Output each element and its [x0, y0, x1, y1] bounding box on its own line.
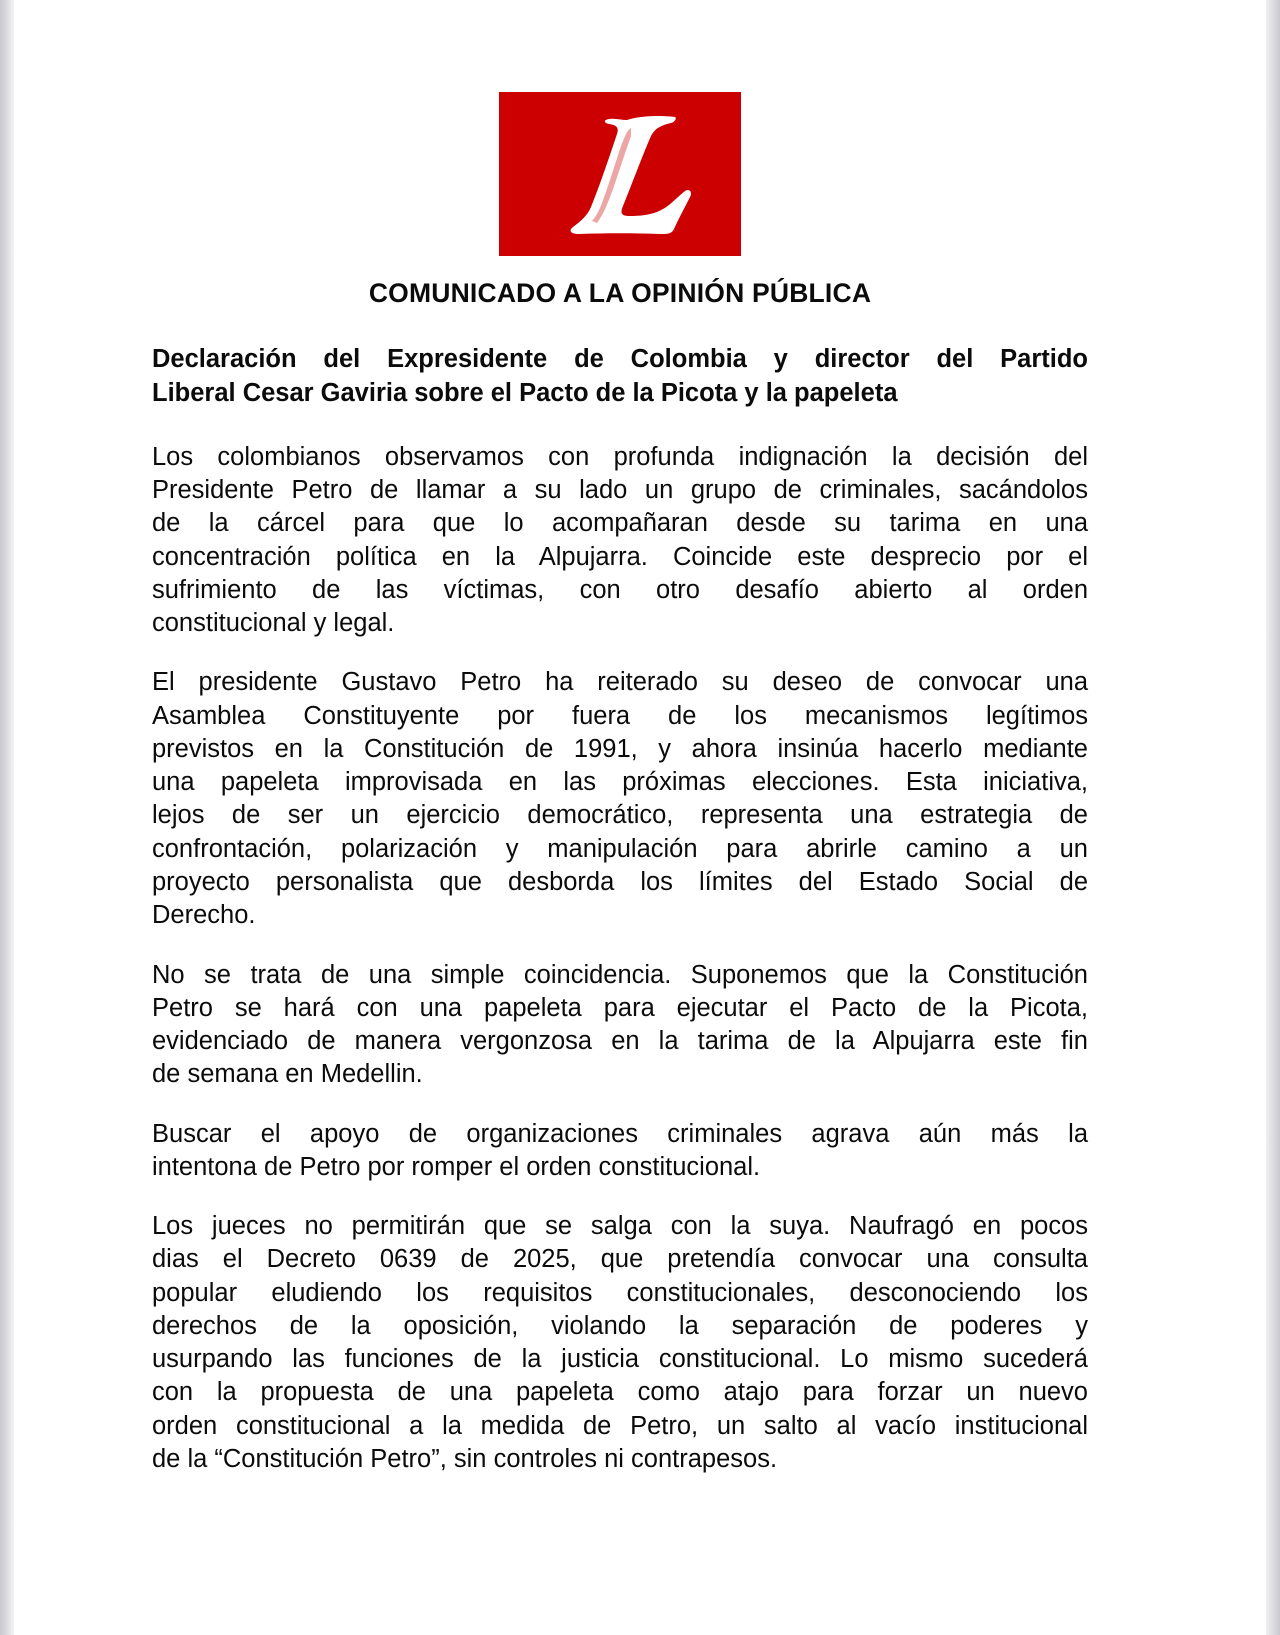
paragraph-line: El presidente Gustavo Petro ha reiterado su deseo de convocar una: [152, 668, 1088, 697]
paragraph-line: Petro se hará con una papeleta para ejecutar el Pacto de la Picota,: [152, 993, 1088, 1022]
paragraph-line: Presidente Petro de llamar a su lado un grupo de criminales, sacándolos: [152, 476, 1088, 505]
paragraph-line: proyecto personalista que desborda los límites del Estado Social de: [152, 868, 1088, 896]
paragraph-line: previstos en la Constitución de 1991, y ahora insinúa hacerlo mediante: [152, 734, 1088, 763]
paragraph-line: concentración política en la Alpujarra. Coincide este desprecio por el: [152, 542, 1088, 571]
document-page: [14, 0, 1266, 1635]
subtitle-line: Declaración del Expresidente de Colombia y director del Partido: [152, 345, 1088, 373]
paragraph-line: con la propuesta de una papeleta como atajo para forzar un nuevo: [152, 1378, 1088, 1407]
paragraph-line: Derecho.: [152, 901, 256, 930]
paragraph-line: lejos de ser un ejercicio democrático, representa una estrategia de: [152, 801, 1088, 830]
paragraph-line: constitucional y legal.: [152, 609, 395, 638]
liberal-party-l-logo: [499, 92, 741, 256]
paragraph-line: Los jueces no permitirán que se salga con la suya. Naufragó en pocos: [152, 1212, 1088, 1241]
paragraph-line: dias el Decreto 0639 de 2025, que pretendía convocar una consulta: [152, 1245, 1088, 1274]
paragraph-line: evidenciado de manera vergonzosa en la tarima de la Alpujarra este fin: [152, 1027, 1088, 1056]
page-title: COMUNICADO A LA OPINIÓN PÚBLICA: [368, 278, 872, 308]
paragraph-line: confrontación, polarización y manipulación para abrirle camino a un: [152, 834, 1088, 863]
paragraph-line: intentona de Petro por romper el orden constitucional.: [152, 1152, 761, 1181]
paragraph-line: de la cárcel para que lo acompañaran desde su tarima en una: [152, 509, 1088, 538]
document-body: [152, 441, 1088, 1476]
paragraph-3: [152, 959, 1088, 1092]
paragraph-line: Buscar el apoyo de organizaciones criminales agrava aún más la: [152, 1119, 1088, 1148]
document-content-column: [152, 0, 1088, 1476]
paragraph-5: [152, 1210, 1088, 1476]
logo-area: [152, 0, 1088, 256]
paragraph-line: No se trata de una simple coincidencia. Suponemos que la Constitución: [152, 960, 1088, 989]
paragraph-line: orden constitucional a la medida de Petro, un salto al vacío institucional: [152, 1411, 1088, 1440]
paragraph-line: Los colombianos observamos con profunda indignación la decisión del: [152, 442, 1088, 471]
paragraph-line: popular eludiendo los requisitos constitucionales, desconociendo los: [152, 1278, 1088, 1307]
paragraph-line: usurpando las funciones de la justicia constitucional. Lo mismo sucederá: [152, 1345, 1088, 1374]
document-subtitle: [152, 343, 1088, 411]
paragraph-line: una papeleta improvisada en las próximas elecciones. Esta iniciativa,: [152, 768, 1088, 797]
paragraph-2: [152, 666, 1088, 932]
paragraph-4: [152, 1118, 1088, 1185]
paragraph-line: sufrimiento de las víctimas, con otro desafío abierto al orden: [152, 575, 1088, 604]
paragraph-line: Asamblea Constituyente por fuera de los mecanismos legítimos: [152, 701, 1088, 730]
paragraph-line: derechos de la oposición, violando la separación de poderes y: [152, 1311, 1088, 1340]
subtitle-line: Liberal Cesar Gaviria sobre el Pacto de la Picota y la papeleta: [152, 378, 898, 407]
paragraph-line: de la “Constitución Petro”, sin controles ni contrapesos.: [152, 1444, 778, 1473]
paragraph-line: de semana en Medellin.: [152, 1060, 423, 1089]
paragraph-1: [152, 441, 1088, 641]
